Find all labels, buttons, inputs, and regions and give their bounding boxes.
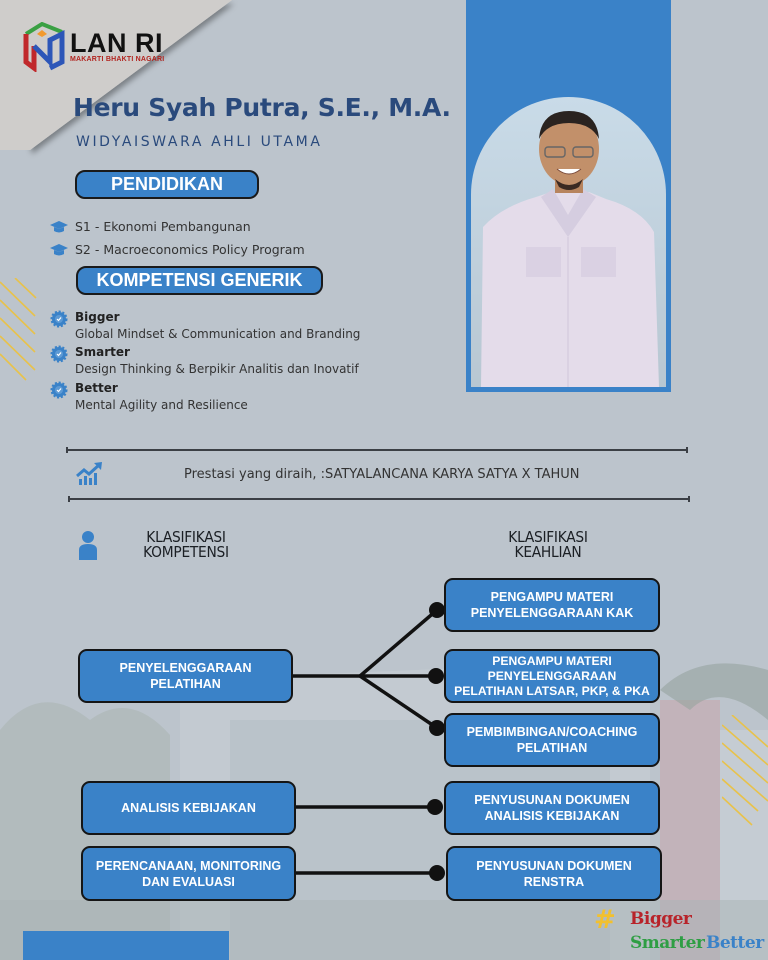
heading-line: KLASIFIKASI (508, 528, 588, 546)
kompetensi-generik-heading: KOMPETENSI GENERIK (76, 266, 323, 295)
keahlian-box: PENYUSUNAN DOKUMEN RENSTRA (446, 846, 662, 901)
prestasi-text: Prestasi yang diraih, :SATYALANCANA KARYA SATYA X TAHUN (184, 467, 580, 482)
connector-dot (429, 602, 445, 618)
kompetensi-title: Smarter (75, 345, 130, 359)
keahlian-box: PENYUSUNAN DOKUMEN ANALISIS KEBIJAKAN (444, 781, 660, 835)
pendidikan-heading: PENDIDIKAN (75, 170, 259, 199)
slogan-word: Better (706, 933, 764, 953)
keahlian-box: PENGAMPU MATERI PENYELENGGARAAN KAK (444, 578, 660, 632)
kompetensi-desc: Global Mindset & Communication and Branding (75, 327, 361, 341)
logo-tagline: MAKARTI BHAKTI NAGARI (70, 56, 165, 63)
profile-name: Heru Syah Putra, S.E., M.A. (73, 93, 451, 122)
slogan-logo (594, 906, 768, 960)
kompetensi-box: PENYELENGGARAAN PELATIHAN (78, 649, 293, 703)
heading-line: KEAHLIAN (514, 543, 582, 561)
profile-role: WIDYAISWARA AHLI UTAMA (76, 134, 323, 150)
kompetensi-desc: Design Thinking & Berpikir Analitis dan Inovatif (75, 362, 359, 376)
connector-dot (428, 668, 444, 684)
footer-accent-bar (23, 931, 229, 960)
connector-line (360, 676, 437, 728)
connector-dot (429, 720, 445, 736)
kompetensi-desc: Mental Agility and Resilience (75, 398, 248, 412)
connector-dot (429, 865, 445, 881)
keahlian-box: PEMBIMBINGAN/COACHING PELATIHAN (444, 713, 660, 767)
heading-line: KOMPETENSI (143, 543, 229, 561)
kompetensi-title: Bigger (75, 310, 120, 324)
heading-line: KLASIFIKASI (146, 528, 226, 546)
logo-name: LAN RI (70, 28, 163, 58)
connector-line (360, 610, 437, 676)
education-text: S2 - Macroeconomics Policy Program (75, 242, 305, 257)
kompetensi-box: PERENCANAAN, MONITORING DAN EVALUASI (81, 846, 296, 901)
hashtag-icon: # (594, 905, 616, 935)
slogan-word: Smarter (630, 933, 705, 953)
keahlian-box: PENGAMPU MATERI PENYELENGGARAAN PELATIHAN LATSAR, PKP, & PKA (444, 649, 660, 703)
connector-dot (427, 799, 443, 815)
kompetensi-title: Better (75, 381, 118, 395)
education-text: S1 - Ekonomi Pembangunan (75, 219, 251, 234)
slogan-word: Bigger (630, 909, 692, 929)
kompetensi-box: ANALISIS KEBIJAKAN (81, 781, 296, 835)
